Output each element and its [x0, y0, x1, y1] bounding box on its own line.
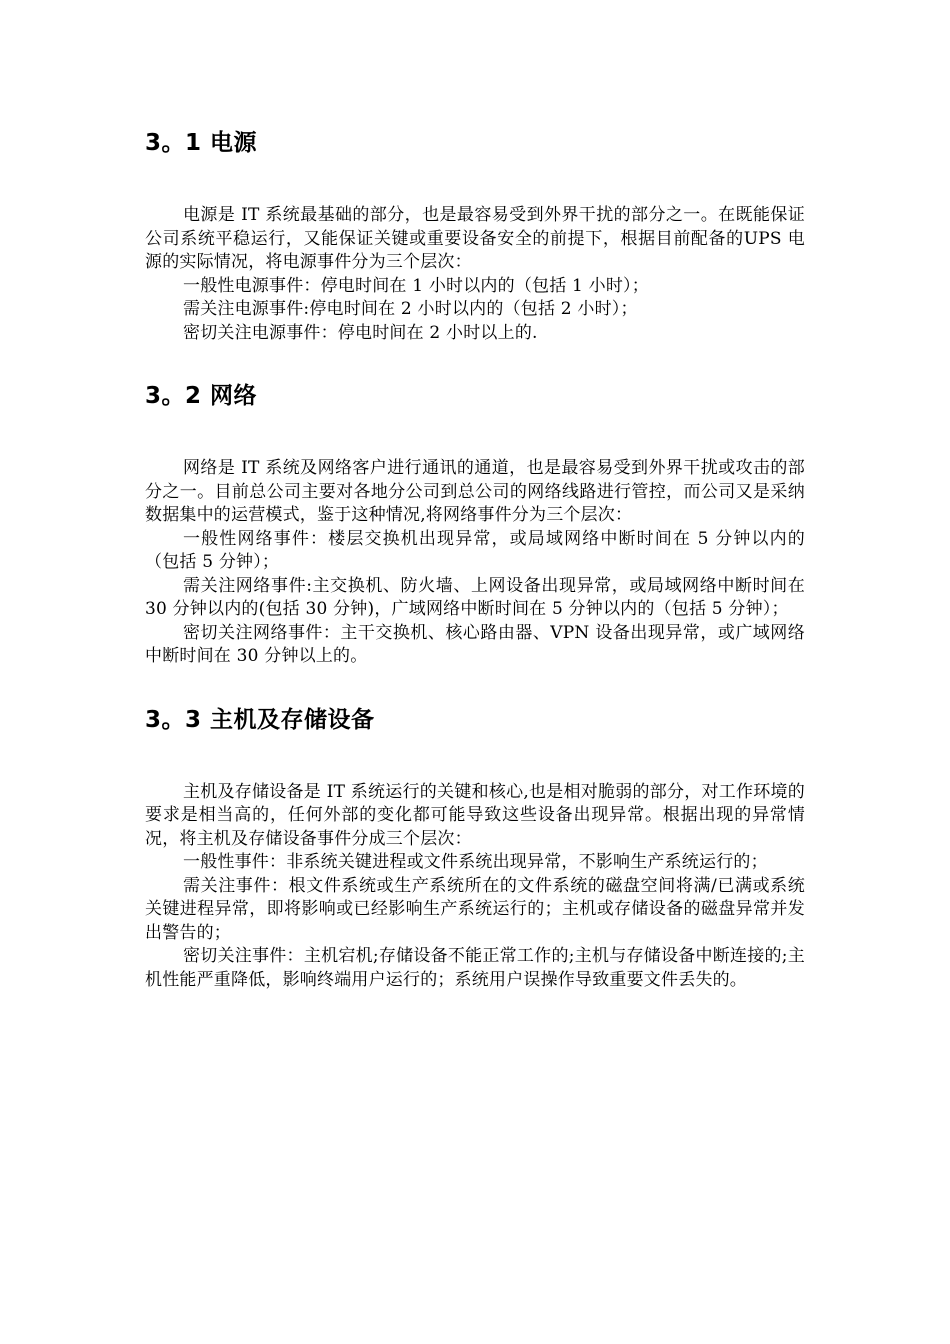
paragraph: 密切关注事件：主机宕机;存储设备不能正常工作的;主机与存储设备中断连接的;主机性能严重降低，影响终端用户运行的；系统用户误操作导致重要文件丢失的。	[145, 946, 805, 990]
section-title: 3。1 电源	[145, 130, 258, 156]
paragraph: 密切关注网络事件：主干交换机、核心路由器、VPN 设备出现异常，或广域网络中断时间在 30 分钟以上的。	[145, 622, 805, 666]
section-body	[145, 781, 805, 993]
paragraph: 需关注事件：根文件系统或生产系统所在的文件系统的磁盘空间将满/已满或系统关键进程异常，即将影响或已经影响生产系统运行的；主机或存储设备的磁盘异常并发出警告的；	[145, 875, 805, 943]
paragraph: 需关注电源事件:停电时间在 2 小时以内的（包括 2 小时）；	[183, 299, 638, 319]
paragraph: 需关注网络事件:主交换机、防火墙、上网设备出现异常，或局域网络中断时间在 30 分钟以内的(包括 30 分钟)，广域网络中断时间在 5 分钟以内的（包括 5 分钟）；	[145, 575, 805, 619]
section-body	[145, 457, 805, 669]
section-title: 3。3 主机及存储设备	[145, 706, 375, 733]
section-network	[145, 381, 805, 669]
paragraph: 电源是 IT 系统最基础的部分，也是最容易受到外界干扰的部分之一。在既能保证公司系统平稳运行，又能保证关键或重要设备安全的前提下，根据目前配备的UPS 电源的实际情况，将电源事件分为三个层次：	[145, 205, 805, 272]
section-title: 3。2 网络	[145, 383, 258, 409]
paragraph: 密切关注电源事件：停电时间在 2 小时以上的.	[183, 322, 538, 343]
section-host-storage	[145, 705, 805, 993]
paragraph: 一般性网络事件：楼层交换机出现异常，或局域网络中断时间在 5 分钟以内的（包括 5 分钟）；	[145, 528, 805, 572]
paragraph: 网络是 IT 系统及网络客户进行通讯的通道，也是最容易受到外界干扰或攻击的部分之一。目前总公司主要对各地分公司到总公司的网络线路进行管控，而公司又是采纳数据集中的运营模式，鉴于这种情况,将网络事件分为三个层次：	[145, 458, 805, 525]
section-body	[145, 204, 805, 345]
document-content	[145, 128, 805, 992]
section-power	[145, 128, 805, 345]
paragraph: 主机及存储设备是 IT 系统运行的关键和核心,也是相对脆弱的部分，对工作环境的要求是相当高的，任何外部的变化都可能导致这些设备出现异常。根据出现的异常情况，将主机及存储设备事件分成三个层次：	[145, 781, 805, 849]
paragraph: 一般性电源事件：停电时间在 1 小时以内的（包括 1 小时）；	[183, 275, 649, 296]
paragraph: 一般性事件：非系统关键进程或文件系统出现异常，不影响生产系统运行的；	[183, 852, 768, 872]
